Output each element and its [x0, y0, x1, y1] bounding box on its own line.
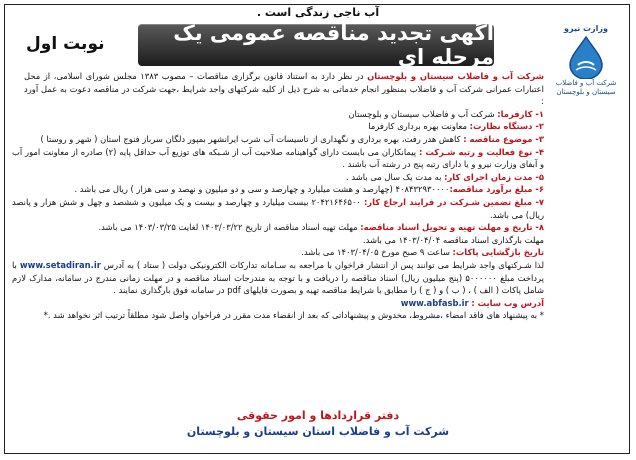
publication-round: نوبت اول — [26, 34, 105, 54]
item8-value: مهلت تهیه اسناد مناقصه از تاریخ ۱۴۰۳/۰۳/۲۲ لغایت ۱۴۰۳/۰۳/۲۵ می باشد. — [98, 222, 361, 233]
notice-body — [12, 70, 544, 322]
notice-title-banner — [138, 21, 494, 69]
item-estimate — [12, 183, 544, 196]
website-link[interactable]: www.abfasb.ir — [400, 297, 469, 308]
item-supervisor — [12, 120, 544, 133]
opening-label: تاریخ بازگشایی پاکات: — [452, 247, 544, 258]
logo-company-line2: سیستان و بلوچستان — [556, 88, 616, 96]
item-documents-deadline — [12, 221, 544, 234]
guarantee-text: با پرداخت مبلغ ۵۰۰۰۰۰۰ (پنج میلیون ریال) اسناد مناقصه را دریافت و با توجه به مندرجات اسناد مناقصه و در مهلت زمانی مندرج در سامانه، مدارک لازم شامل پاکات ( الف ) ، ( ب ) و ( ج ) را مطابق با شرایط مناقصه تهیه و بصورت فایلهای pdf در سامانه فوق بارگذاری نمایند . — [12, 259, 544, 296]
item2-value: معاونت بهره برداری کارفرما — [368, 121, 470, 132]
setadiran-link[interactable]: www.setadiran.ir — [19, 259, 101, 270]
motto: آب ناجی زندگی است . — [256, 6, 380, 19]
item7-label: ۷- مبلغ تضمین شـرکت در فرایند ارجاع کار: — [363, 196, 544, 207]
intro-paragraph — [24, 70, 544, 108]
item5-label: ۵- مدت زمان اجرای کار: — [444, 171, 544, 182]
opening-date — [12, 246, 544, 259]
footer-department: دفتر قراردادها و امور حقوقی — [236, 409, 400, 422]
item-guarantee — [12, 196, 544, 221]
item-subject — [12, 133, 544, 146]
item2-label: ۲- دستگاه نظارت: — [469, 121, 544, 132]
logo-ministry-text: وزارت نیرو — [564, 24, 608, 33]
note-line: * به پیشنهاد های فاقد امضاء ،مشروط، مخدوش و پیشنهاداتی که بعد از انقضاء مدت مقرر در فراخوان واصل شود مطلقاً ترتیب اثر نخواهد شد .* — [43, 310, 544, 321]
setadiran-text: لذا شـرکتهای واجد شرایط می توانند پس از انتشار فراخوان با مراجعه به سـامانه تدارکات الکترونیکی دولت ( ستاد ) به آدرس — [100, 259, 544, 270]
company-logo — [544, 24, 628, 110]
item-employer — [12, 108, 544, 121]
intro-text: در نظر دارد به استناد قانون برگزاری مناقصات – مصوب ۱۳۸۳ مجلس شورای اسلامی، از محل اعتبارات عمرانی شرکت آب و فاضلاب بمنظور انجام خدماتی به شرح ذیل از کلیه شرکتهای واجد شرایط ،جهت شرکت در مناقصه دعوت به عمل آورد : — [24, 71, 544, 107]
website-label: آدرس وب سایت : — [471, 297, 544, 308]
item7-value: ۲۰۴۲۱۶۴۶۵۰۰ بیست میلیارد و چهارصد و بیست و یک میلیون و ششصد و چهل و شش هزار و پانصد ریال) می باشد. — [12, 196, 544, 220]
footer-company: شرکت آب و فاضلاب استان سیستان و بلوچستان — [186, 425, 450, 438]
item-activity-grade — [12, 146, 544, 171]
notice-title: آگهی تجدید مناقصه عمومی یک مرحله ای — [173, 21, 494, 69]
item3-value: کاهش هدر رفت، بهره برداری و نگهداری از تاسیسات آب شرب ایرانشهر بمپور دلگان سرباز فنوج استان ( شهر و روستا ) — [40, 133, 464, 144]
item4-value: پیمانکاران می بایست دارای گواهینامه صلاحیت آب از شـبکه های توزیع آب حداقل پایه (۲) صادره از معاونت امور آب و آبفای وزارت نیرو و یا دارای رتبه پنج در رشته آب باشند . — [12, 146, 544, 170]
intro-company: شرکت آب و فاضلاب سیستان و بلوچستان — [367, 71, 545, 81]
opening-value: ساعت ۹ صبح مورخ ۱۴۰۳/۰۴/۰۵ می باشد. — [301, 247, 453, 258]
item5-value: به مدت یک سال می باشد . — [346, 171, 445, 182]
item4-label: ۴- نوع فعالیت و رتبه شـرکت : — [418, 146, 544, 157]
logo-company-line1: شرکت آب و فاضلاب — [555, 79, 617, 87]
item6-value: ۴۰۸۴۳۲۹۳۰۰۰۰ (چهارصد و هشت میلیارد و چهارصد و سی و دو میلیون و نهصد و سی هزار ) ریال می باشد . — [74, 184, 450, 195]
item8-label: ۸- تاریخ و مهلت تهیه و تحویل اسناد مناقصه: — [360, 222, 544, 233]
setadiran-paragraph — [12, 259, 544, 297]
item6-label: ۶- مبلغ برآورد مناقصه: — [449, 184, 544, 195]
upload-deadline: مهلت بارگذاری اسناد مناقصه ۱۴۰۳/۰۴/۰۴ می باشد. — [362, 234, 544, 245]
item1-label: ۱- کارفرما: — [497, 108, 544, 119]
item-duration — [12, 171, 544, 184]
item3-label: ۳- موضوع مناقصه : — [463, 133, 544, 144]
water-drop-emblem-icon — [564, 35, 608, 79]
item1-value: شرکت آب و فاضلاب سیستان و بلوچستان — [348, 108, 498, 119]
website-line — [12, 297, 544, 310]
